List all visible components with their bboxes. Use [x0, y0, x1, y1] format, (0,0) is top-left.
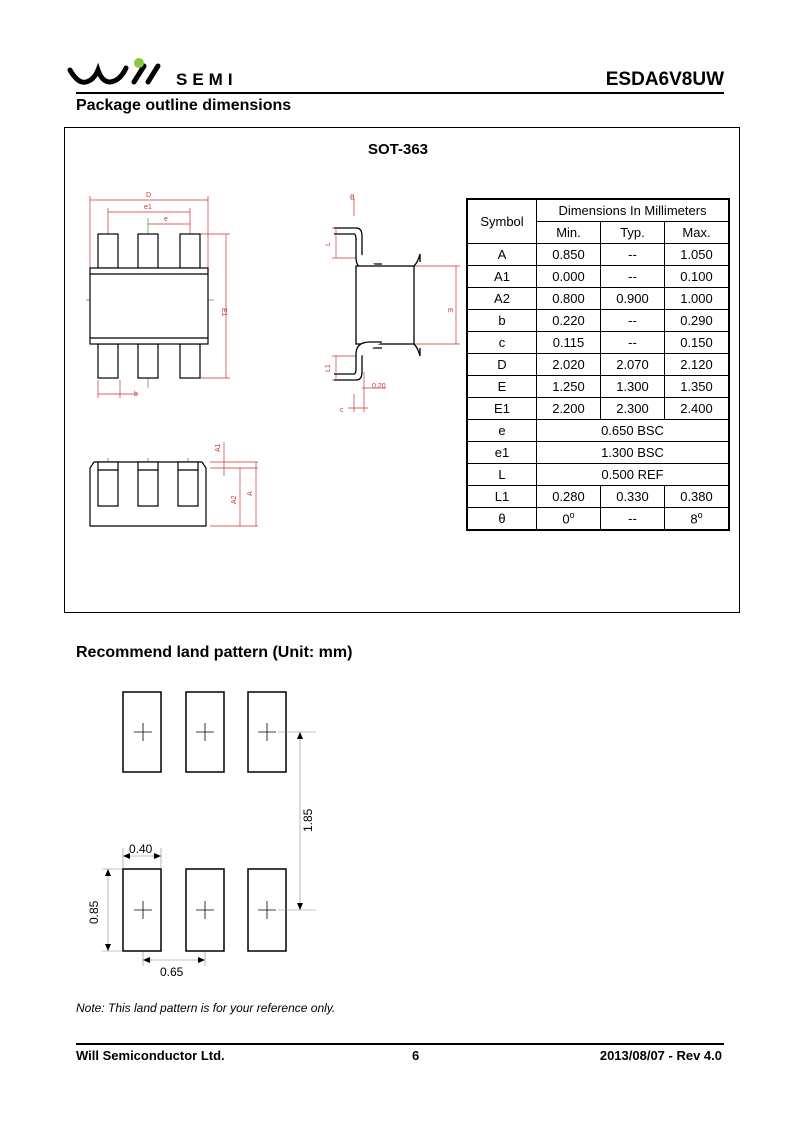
- package-name: SOT-363: [368, 141, 429, 158]
- table-row: D 2.020 2.070 2.120: [467, 354, 729, 376]
- label-b: b: [134, 391, 138, 398]
- header-min: Min.: [537, 222, 601, 244]
- table-row: θ 0$^o$ -- 8$^o$: [467, 508, 729, 531]
- section-title-land-pattern: Recommend land pattern (Unit: mm): [76, 644, 353, 661]
- label-theta: θ: [350, 193, 355, 202]
- dim-0-85: 0.85: [87, 900, 101, 924]
- header-dimensions: Dimensions In Millimeters: [537, 199, 730, 222]
- label-D: D: [146, 192, 152, 199]
- label-e: e: [164, 216, 168, 223]
- table-row: e 0.650 BSC: [467, 420, 729, 442]
- label-A1: A1: [215, 443, 222, 452]
- table-row: L1 0.280 0.330 0.380: [467, 486, 729, 508]
- table-row: c 0.115 -- 0.150: [467, 332, 729, 354]
- land-pattern-drawing: [84, 688, 334, 980]
- front-view-drawing: [84, 438, 274, 538]
- table-row: A 0.850 -- 1.050: [467, 244, 729, 266]
- table-row: e1 1.300 BSC: [467, 442, 729, 464]
- table-row: A1 0.000 -- 0.100: [467, 266, 729, 288]
- label-E: E: [446, 308, 453, 313]
- part-number: ESDA6V8UW: [605, 69, 724, 90]
- dim-1-85: 1.85: [301, 808, 315, 832]
- logo-text: SEMI: [176, 70, 238, 89]
- label-L1: L1: [325, 364, 332, 372]
- header-symbol: Symbol: [467, 199, 537, 244]
- label-020: 0.20: [372, 383, 386, 390]
- land-pattern-note: Note: This land pattern is for your reference only.: [76, 1001, 336, 1015]
- table-row: E 1.250 1.300 1.350: [467, 376, 729, 398]
- footer-rule: [76, 1043, 724, 1045]
- label-L: L: [325, 242, 332, 246]
- label-A2: A2: [231, 495, 238, 504]
- side-view-drawing: [326, 188, 466, 418]
- table-row: L 0.500 REF: [467, 464, 729, 486]
- label-E1: E1: [220, 308, 227, 317]
- section-title-package-outline: Package outline dimensions: [76, 97, 292, 114]
- dim-0-40: 0.40: [129, 842, 153, 856]
- logo-dot: [134, 58, 144, 68]
- header-max: Max.: [665, 222, 730, 244]
- label-A: A: [247, 491, 254, 496]
- dim-0-65: 0.65: [160, 965, 184, 979]
- dimensions-table: [466, 198, 730, 531]
- footer-date-rev: 2013/08/07 - Rev 4.0: [599, 1048, 722, 1063]
- footer-page-number: 6: [412, 1048, 420, 1063]
- table-row: E1 2.200 2.300 2.400: [467, 398, 729, 420]
- table-row: A2 0.800 0.900 1.000: [467, 288, 729, 310]
- header-typ: Typ.: [601, 222, 665, 244]
- footer-company: Will Semiconductor Ltd.: [76, 1048, 225, 1063]
- will-semi-logo-mark: [68, 58, 170, 88]
- label-e1: e1: [144, 204, 152, 211]
- header-rule: [76, 92, 724, 94]
- table-row: b 0.220 -- 0.290: [467, 310, 729, 332]
- top-view-drawing: [84, 188, 244, 403]
- label-c: c: [340, 407, 344, 414]
